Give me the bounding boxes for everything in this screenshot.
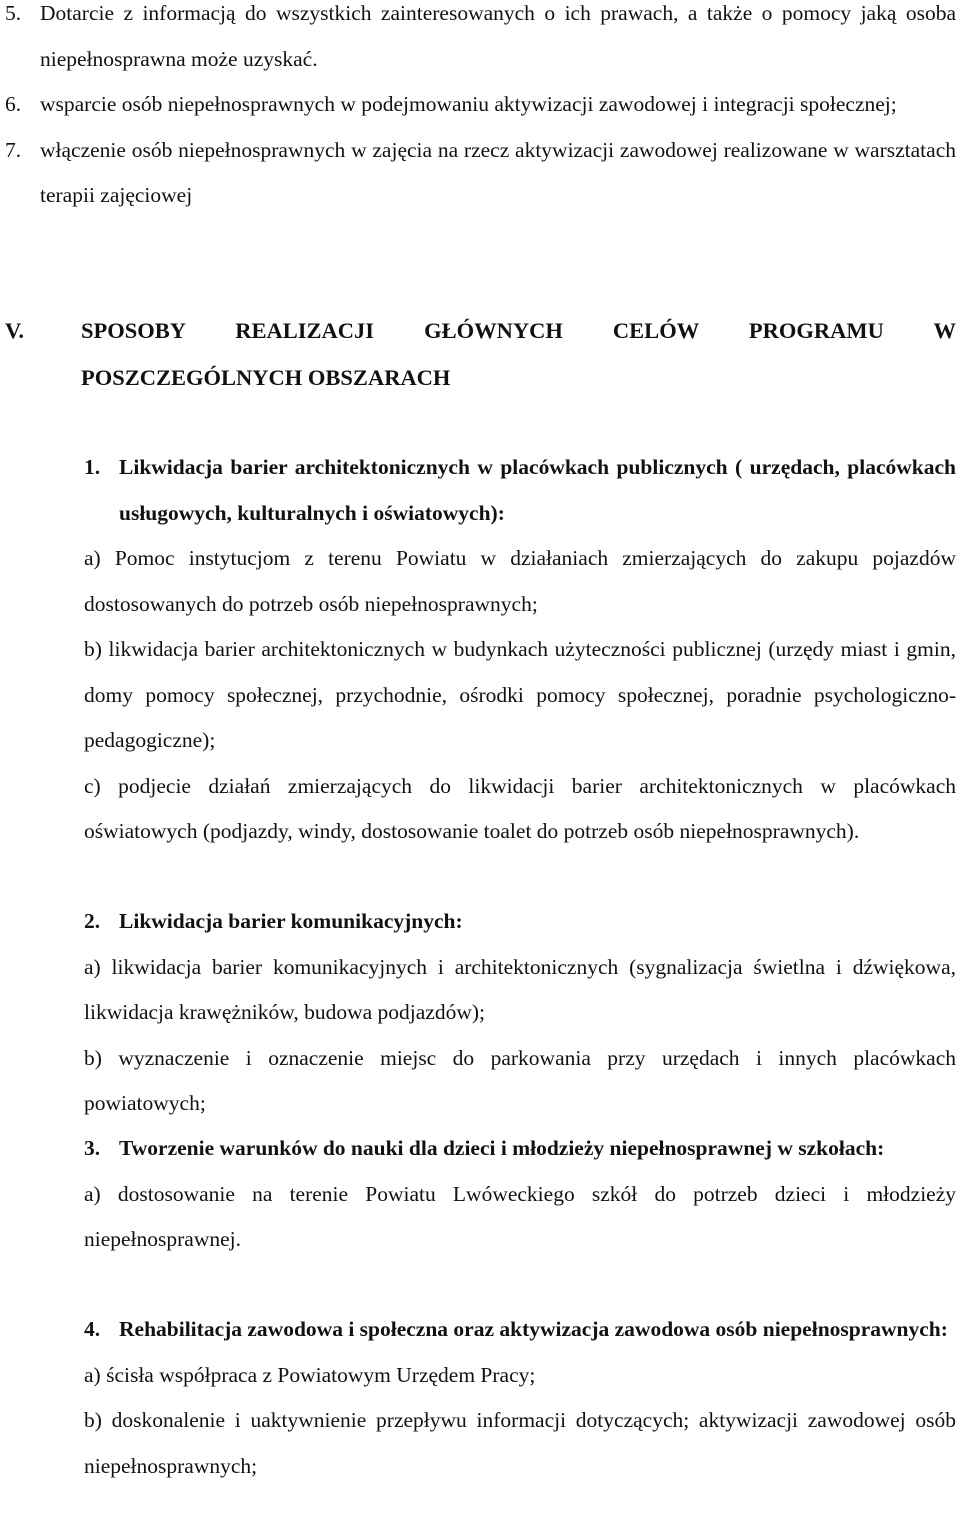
section-heading — [5, 307, 956, 401]
area-number: 2. — [84, 909, 101, 933]
list-item: b) likwidacja barier architektonicznych w budynkach użyteczności publicznej (urzędy miast i gmin, domy pomocy społecznej, przychodnie, ośrodki pomocy społecznej, poradnie psychologiczno-pedagogiczne); — [84, 637, 956, 752]
list-item-number: 6. — [5, 92, 22, 116]
list-item-text: włączenie osób niepełnosprawnych w zajęcia na rzecz aktywizacji zawodowej realizowane w warsztatach terapii zajęciowej — [40, 137, 956, 207]
list-item: a) likwidacja barier komunikacyjnych i architektonicznych (sygnalizacja świetlna i dźwiękowa, likwidacja krawężników, budowa podjazdów); — [84, 954, 956, 1024]
area-title — [84, 1126, 956, 1172]
area-title — [84, 445, 956, 536]
list-item: c) podjecie działań zmierzających do likwidacji barier architektonicznych w placówkach oświatowych (podjazdy, windy, dostosowanie toalet do potrzeb osób niepełnosprawnych). — [84, 773, 956, 843]
list-item-text: Dotarcie z informacją do wszystkich zainteresowanych o ich prawach, a także o pomocy jaką osoba niepełnosprawna może uzyskać. — [40, 1, 956, 71]
area-2 — [84, 899, 956, 1127]
area-title-text: Likwidacja barier komunikacyjnych: — [119, 909, 463, 933]
list-item: b) doskonalenie i uaktywnienie przepływu informacji dotyczących; aktywizacji zawodowej osób niepełnosprawnych; — [84, 1408, 956, 1478]
area-title — [84, 899, 956, 945]
area-number: 1. — [84, 455, 101, 479]
list-item-number: 5. — [5, 1, 22, 25]
area-number: 4. — [84, 1317, 101, 1341]
list-item-number: 7. — [5, 137, 22, 162]
area-title-text: Rehabilitacja zawodowa i społeczna oraz aktywizacja zawodowa osób niepełnosprawnych: — [119, 1317, 948, 1341]
list-item: b) wyznaczenie i oznaczenie miejsc do parkowania przy urzędach i innych placówkach powiatowych; — [84, 1045, 956, 1115]
list-item-text: wsparcie osób niepełnosprawnych w podejmowaniu aktywizacji zawodowej i integracji społecznej; — [40, 92, 897, 116]
area-1 — [84, 445, 956, 855]
list-item — [5, 0, 956, 82]
list-item: a) ścisła współpraca z Powiatowym Urzędem Pracy; — [84, 1362, 536, 1387]
area-title-text: Tworzenie warunków do nauki dla dzieci i młodzieży niepełnosprawnej w szkołach: — [119, 1136, 885, 1160]
area-title-text: Likwidacja barier architektonicznych w placówkach publicznych ( urzędach, placówkach usługowych, kulturalnych i oświatowych): — [119, 455, 956, 525]
area-number: 3. — [84, 1136, 101, 1160]
list-item — [5, 128, 956, 219]
area-3 — [84, 1126, 956, 1263]
area-title — [84, 1307, 956, 1353]
list-item: a) dostosowanie na terenie Powiatu Lwóweckiego szkół do potrzeb dzieci i młodzieży niepełnosprawnej. — [84, 1181, 956, 1251]
top-list — [5, 0, 956, 219]
area-4 — [84, 1307, 956, 1489]
list-item: a) Pomoc instytucjom z terenu Powiatu w działaniach zmierzających do zakupu pojazdów dostosowanych do potrzeb osób niepełnosprawnych; — [84, 546, 956, 616]
section-number: V. — [5, 318, 24, 343]
section-title: SPOSOBY REALIZACJI GŁÓWNYCH CELÓW PROGRAMU W POSZCZEGÓLNYCH OBSZARACH — [81, 318, 956, 390]
list-item — [5, 82, 956, 128]
